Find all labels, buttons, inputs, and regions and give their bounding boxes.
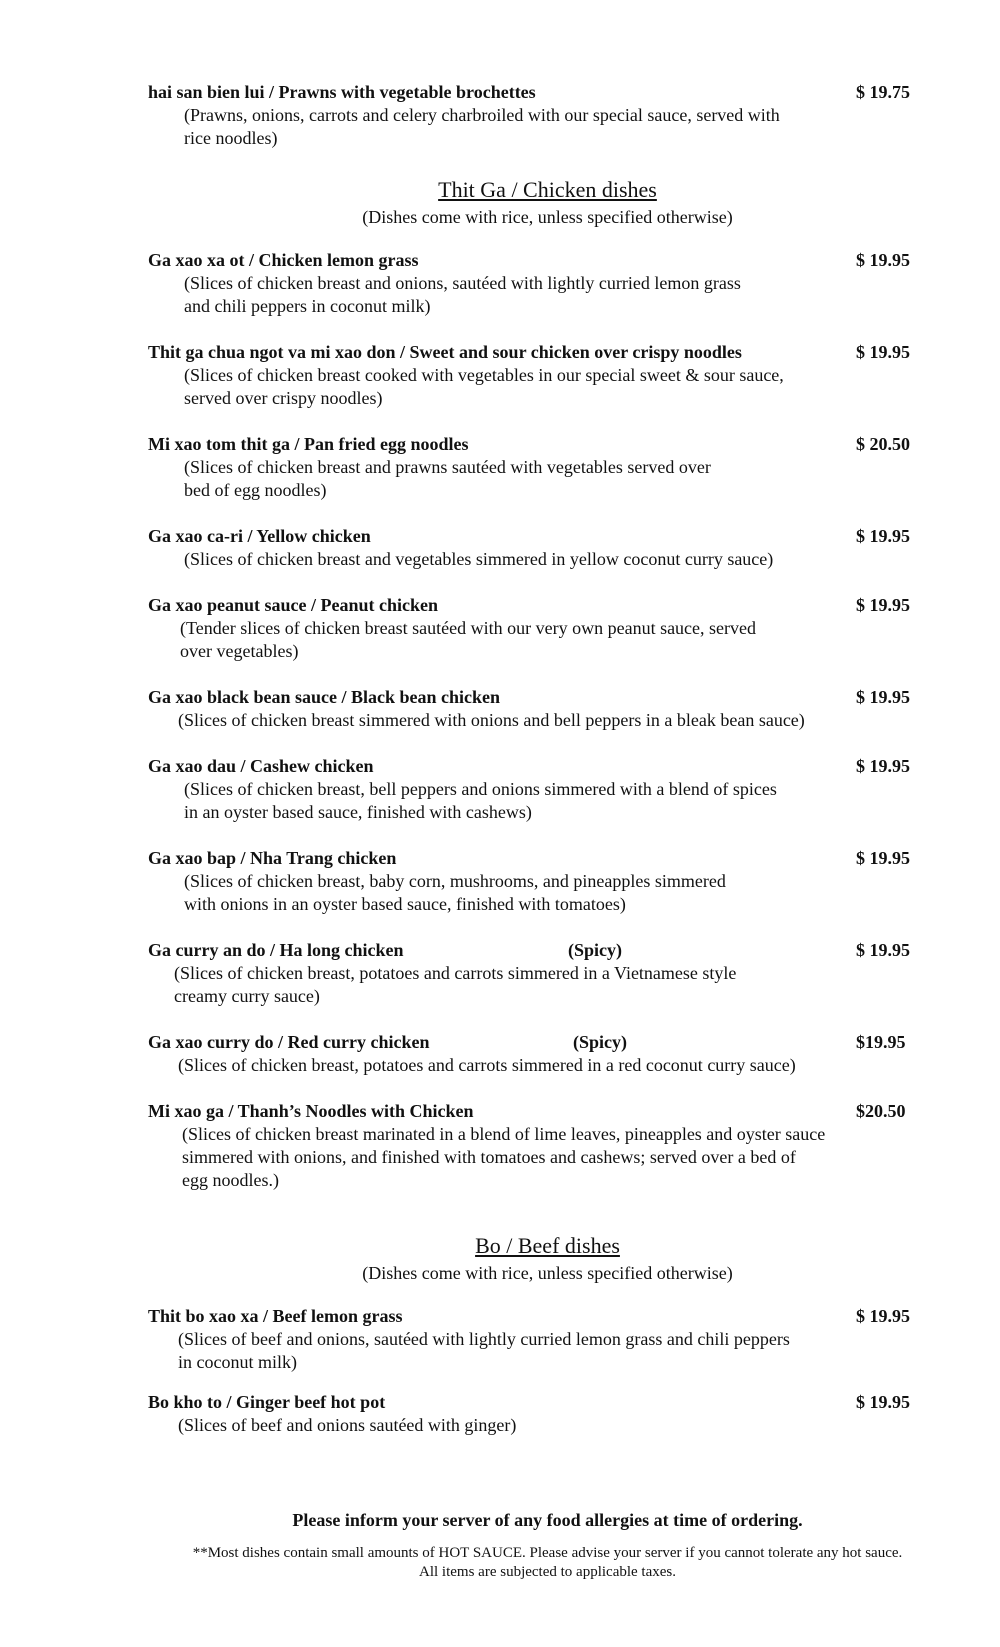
menu-item-name: Mi xao tom thit ga / Pan fried egg noodles bbox=[148, 434, 469, 454]
menu-item-price: $ 20.50 bbox=[856, 434, 910, 454]
description-line: with onions in an oyster based sauce, finished with tomatoes) bbox=[184, 894, 626, 914]
menu-item-price: $ 19.95 bbox=[856, 756, 910, 776]
menu-item-price: $ 19.95 bbox=[856, 848, 910, 868]
description-line: (Prawns, onions, carrots and celery charbroiled with our special sauce, served with bbox=[184, 105, 780, 125]
menu-item-price: $ 19.95 bbox=[856, 1392, 910, 1412]
menu-item-description bbox=[148, 272, 928, 318]
menu-item-price: $19.95 bbox=[856, 1032, 906, 1052]
menu-item-name: Ga xao bap / Nha Trang chicken bbox=[148, 848, 397, 868]
menu-item-name: Ga xao ca-ri / Yellow chicken bbox=[148, 526, 371, 546]
menu-item-price: $ 19.95 bbox=[856, 526, 910, 546]
menu-item-description bbox=[148, 1054, 928, 1077]
description-line: creamy curry sauce) bbox=[174, 986, 320, 1006]
menu-item-header bbox=[148, 1304, 928, 1328]
menu-item-description bbox=[148, 1123, 928, 1192]
menu-item-name: Ga xao xa ot / Chicken lemon grass bbox=[148, 250, 419, 270]
menu-item-description bbox=[148, 456, 928, 502]
menu-item bbox=[148, 593, 928, 663]
menu-item-header bbox=[148, 754, 928, 778]
description-line: (Slices of chicken breast and prawns sautéed with vegetables served over bbox=[184, 457, 711, 477]
menu-item-name: hai san bien lui / Prawns with vegetable brochettes bbox=[148, 82, 536, 102]
menu-item-name: Ga xao dau / Cashew chicken bbox=[148, 756, 374, 776]
menu-item-header bbox=[148, 938, 928, 962]
menu-item-name: Thit bo xao xa / Beef lemon grass bbox=[148, 1306, 403, 1326]
menu-item bbox=[148, 938, 928, 1008]
description-line: (Slices of chicken breast, baby corn, mushrooms, and pineapples simmered bbox=[184, 871, 726, 891]
description-line: (Slices of chicken breast and vegetables simmered in yellow coconut curry sauce) bbox=[184, 549, 774, 569]
hot-sauce-note: **Most dishes contain small amounts of HOT SAUCE. Please advise your server if you cannot tolerate any hot sauce. bbox=[192, 1545, 903, 1561]
description-line: and chili peppers in coconut milk) bbox=[184, 296, 431, 316]
menu-item-description bbox=[148, 778, 928, 824]
menu-item-price: $ 19.95 bbox=[856, 940, 910, 960]
menu-item bbox=[148, 340, 928, 410]
menu-item-header bbox=[148, 432, 928, 456]
menu-item-description bbox=[148, 1328, 928, 1374]
description-line: over vegetables) bbox=[180, 641, 299, 661]
section-subtitle-beef: (Dishes come with rice, unless specified otherwise) bbox=[362, 1263, 733, 1283]
menu-item-price: $ 19.95 bbox=[856, 687, 910, 707]
menu-item bbox=[148, 1304, 928, 1374]
description-line: (Slices of chicken breast, bell peppers and onions simmered with a blend of spices bbox=[184, 779, 777, 799]
description-line: (Slices of beef and onions sautéed with ginger) bbox=[178, 1415, 517, 1435]
menu-item-header bbox=[148, 1390, 928, 1414]
menu-item bbox=[148, 685, 928, 732]
menu-item-description bbox=[148, 709, 928, 732]
section-title-chicken: Thit Ga / Chicken dishes bbox=[438, 177, 657, 202]
menu-item-header bbox=[148, 1030, 928, 1054]
section-subtitle-chicken: (Dishes come with rice, unless specified otherwise) bbox=[362, 207, 733, 227]
menu-item-name: Ga curry an do / Ha long chicken bbox=[148, 940, 404, 960]
description-line: (Slices of chicken breast marinated in a blend of lime leaves, pineapples and oyster sauce bbox=[182, 1124, 826, 1144]
menu-item-name: Ga xao black bean sauce / Black bean chicken bbox=[148, 687, 501, 707]
menu-item bbox=[148, 432, 928, 502]
menu-item-price: $ 19.95 bbox=[856, 250, 910, 270]
menu-item bbox=[148, 248, 928, 318]
description-line: in an oyster based sauce, finished with cashews) bbox=[184, 802, 532, 822]
description-line: (Slices of chicken breast, potatoes and carrots simmered in a red coconut curry sauce) bbox=[178, 1055, 796, 1075]
menu-item bbox=[148, 1390, 928, 1437]
menu-item bbox=[148, 80, 928, 150]
description-line: (Slices of chicken breast simmered with onions and bell peppers in a bleak bean sauce) bbox=[178, 710, 805, 730]
menu-item-name: Ga xao peanut sauce / Peanut chicken bbox=[148, 595, 439, 615]
menu-item-header bbox=[148, 1099, 928, 1123]
menu-item-description bbox=[148, 870, 928, 916]
menu-item-header bbox=[148, 80, 928, 104]
description-line: (Slices of beef and onions, sautéed with lightly curried lemon grass and chili peppers bbox=[178, 1329, 790, 1349]
menu-item-name: Bo kho to / Ginger beef hot pot bbox=[148, 1392, 386, 1412]
spicy-label: (Spicy) bbox=[568, 940, 622, 960]
menu-item-price: $ 19.95 bbox=[856, 1306, 910, 1326]
description-line: (Slices of chicken breast cooked with vegetables in our special sweet & sour sauce, bbox=[184, 365, 784, 385]
menu-item-price: $ 19.75 bbox=[856, 82, 910, 102]
description-line: rice noodles) bbox=[184, 128, 278, 148]
menu-item bbox=[148, 1030, 928, 1077]
tax-note: All items are subjected to applicable taxes. bbox=[419, 1564, 676, 1580]
menu-item-description bbox=[148, 364, 928, 410]
menu-item-header bbox=[148, 685, 928, 709]
description-line: (Tender slices of chicken breast sautéed with our very own peanut sauce, served bbox=[180, 618, 757, 638]
spicy-label: (Spicy) bbox=[573, 1032, 627, 1052]
menu-item-description bbox=[148, 1414, 928, 1437]
menu-item bbox=[148, 1099, 928, 1192]
menu-item-description bbox=[148, 104, 928, 150]
menu-item-header bbox=[148, 248, 928, 272]
description-line: served over crispy noodles) bbox=[184, 388, 383, 408]
menu-item-description bbox=[148, 617, 928, 663]
description-line: (Slices of chicken breast, potatoes and carrots simmered in a Vietnamese style bbox=[174, 963, 737, 983]
menu-item-header bbox=[148, 846, 928, 870]
menu-item bbox=[148, 846, 928, 916]
menu-item-name: Thit ga chua ngot va mi xao don / Sweet and sour chicken over crispy noodles bbox=[148, 342, 742, 362]
menu-item-header bbox=[148, 593, 928, 617]
allergy-notice: Please inform your server of any food allergies at time of ordering. bbox=[292, 1510, 803, 1530]
menu-item-description bbox=[148, 962, 928, 1008]
menu-item-description bbox=[148, 548, 928, 571]
section-title-beef: Bo / Beef dishes bbox=[475, 1233, 620, 1258]
menu-item bbox=[148, 754, 928, 824]
description-line: bed of egg noodles) bbox=[184, 480, 327, 500]
menu-item-name: Mi xao ga / Thanh’s Noodles with Chicken bbox=[148, 1101, 474, 1121]
menu-item bbox=[148, 524, 928, 571]
menu-item-price: $ 19.95 bbox=[856, 595, 910, 615]
menu-item-price: $ 19.95 bbox=[856, 342, 910, 362]
menu-item-header bbox=[148, 524, 928, 548]
menu-item-price: $20.50 bbox=[856, 1101, 906, 1121]
menu-item-name: Ga xao curry do / Red curry chicken bbox=[148, 1032, 430, 1052]
description-line: simmered with onions, and finished with tomatoes and cashews; served over a bed of bbox=[182, 1147, 796, 1167]
description-line: (Slices of chicken breast and onions, sautéed with lightly curried lemon grass bbox=[184, 273, 741, 293]
description-line: in coconut milk) bbox=[178, 1352, 297, 1372]
description-line: egg noodles.) bbox=[182, 1170, 279, 1190]
menu-item-header bbox=[148, 340, 928, 364]
